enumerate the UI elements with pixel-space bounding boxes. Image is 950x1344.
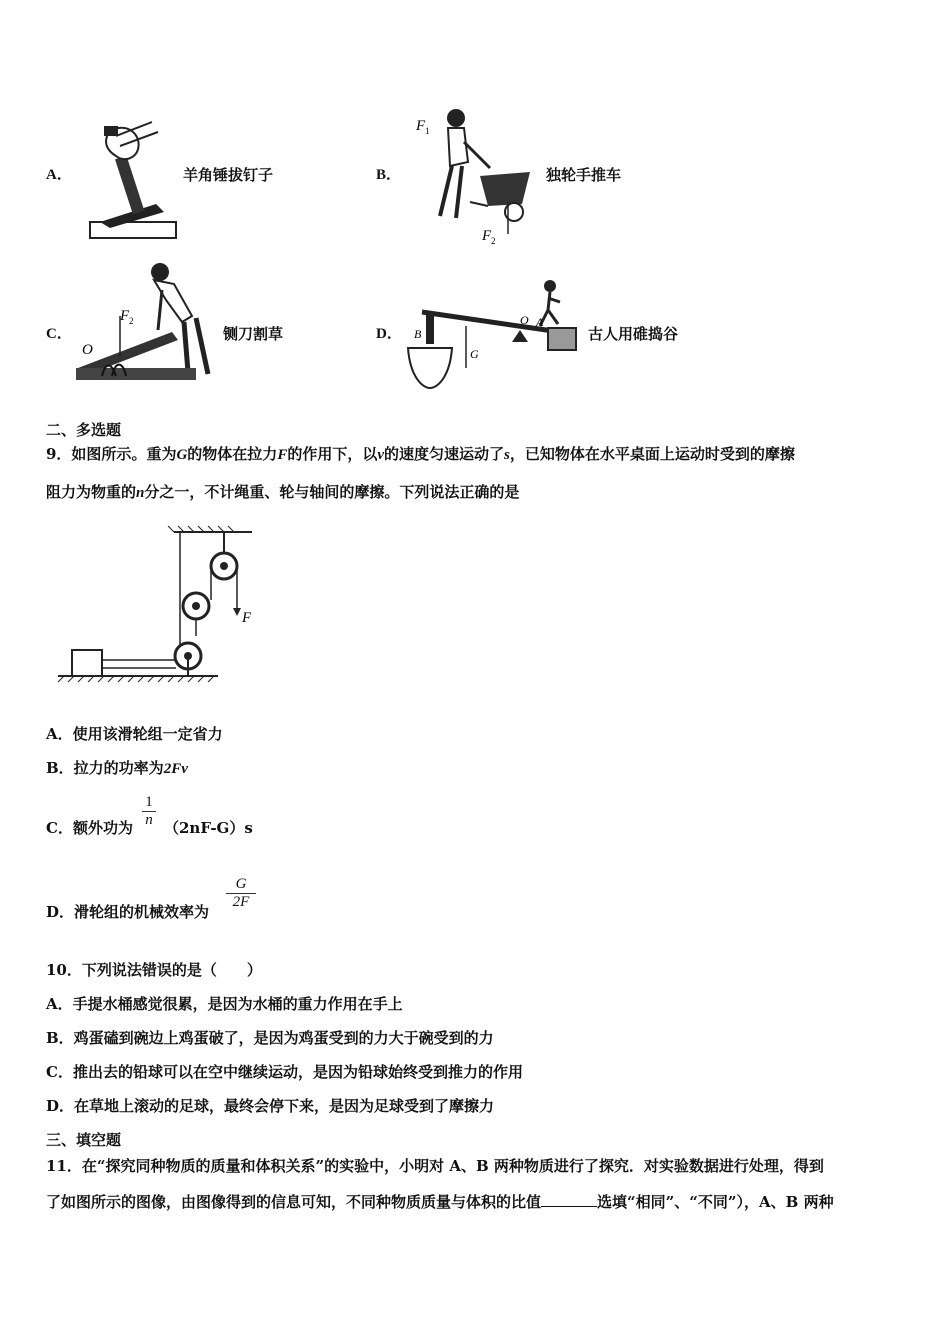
- q10-option-a: A．手提水桶感觉很累，是因为水桶的重力作用在手上: [46, 995, 403, 1013]
- pivot-o-label: O: [520, 313, 529, 327]
- pestle-lever-figure: [400, 276, 585, 394]
- pivot-o-label: O: [82, 342, 93, 358]
- force-f2-sub: 2: [491, 236, 496, 246]
- claw-hammer-figure: [86, 116, 186, 244]
- q9-option-a: A．使用该滑轮组一定省力: [46, 725, 223, 743]
- force-f1-sub: 1: [425, 126, 430, 136]
- option-letter: C．: [46, 326, 72, 342]
- chaff-cutter-figure: [72, 260, 222, 388]
- point-b-label: B: [414, 327, 422, 341]
- force-f2-sub: 2: [129, 316, 134, 326]
- fraction-numerator: G: [235, 876, 247, 892]
- q11-stem-line1: 11．在“探究同种物质的质量和体积关系”的实验中，小明对 A、B 两种物质进行了探究．对实验数据进行处理，得到: [46, 1157, 824, 1175]
- section-title: 二、多选题: [46, 421, 122, 439]
- wheelbarrow-figure: [410, 106, 545, 246]
- q9-option-d: D．滑轮组的机械效率为: [46, 903, 210, 921]
- fraction-denominator: n: [142, 811, 156, 829]
- option-letter: B．: [376, 167, 402, 183]
- q9-stem-line1: 9．如图所示。重为G的物体在拉力F的作用下，以v的速度匀速运动了s，已知物体在水平桌面上运动时受到的摩擦: [46, 445, 795, 463]
- section-title: 三、填空题: [46, 1131, 122, 1149]
- option-label: 羊角锤拔钉子: [183, 166, 274, 184]
- option-letter: A．: [46, 167, 72, 183]
- option-label: 古人用碓捣谷: [588, 325, 679, 343]
- q9-option-c-fraction: [142, 794, 156, 829]
- q10-option-d: D．在草地上滚动的足球，最终会停下来，是因为足球受到了摩擦力: [46, 1097, 495, 1115]
- force-f1-label: F: [416, 118, 426, 134]
- option-letter: D．: [376, 326, 402, 342]
- q11-stem-line2: 了如图所示的图像，由图像得到的信息可知，不同种物质质量与体积的比值 选填“相同”、“不同”），A、B 两种: [46, 1193, 834, 1211]
- point-a-label: A: [536, 315, 544, 329]
- pulley-system-figure: [56, 528, 252, 688]
- q9-stem-line2: 阻力为物重的n分之一，不计绳重、轮与轴间的摩擦。下列说法正确的是: [46, 483, 520, 501]
- q10-option-b: B．鸡蛋磕到碗边上鸡蛋破了，是因为鸡蛋受到的力大于碗受到的力: [46, 1029, 494, 1047]
- force-f2-label: F: [482, 228, 492, 244]
- force-f2-label: F: [120, 308, 130, 324]
- fraction-denominator: 2F: [226, 893, 256, 911]
- option-label: 铡刀割草: [223, 325, 284, 343]
- q9-option-c: C．额外功为: [46, 819, 133, 837]
- force-f-label: F: [242, 610, 252, 626]
- q10-option-c: C．推出去的铅球可以在空中继续运动，是因为铅球始终受到推力的作用: [46, 1063, 523, 1081]
- option-label: 独轮手推车: [546, 166, 622, 184]
- q9-option-c-expr: （2nF-G）s: [164, 819, 253, 837]
- answer-blank[interactable]: [541, 1192, 597, 1207]
- gravity-g-label: G: [470, 347, 479, 361]
- q9-option-b: B．拉力的功率为2Fv: [46, 759, 188, 777]
- fraction-numerator: 1: [145, 794, 153, 810]
- q9-option-d-fraction: [226, 876, 256, 911]
- q10-stem: 10．下列说法错误的是（ ）: [46, 961, 262, 979]
